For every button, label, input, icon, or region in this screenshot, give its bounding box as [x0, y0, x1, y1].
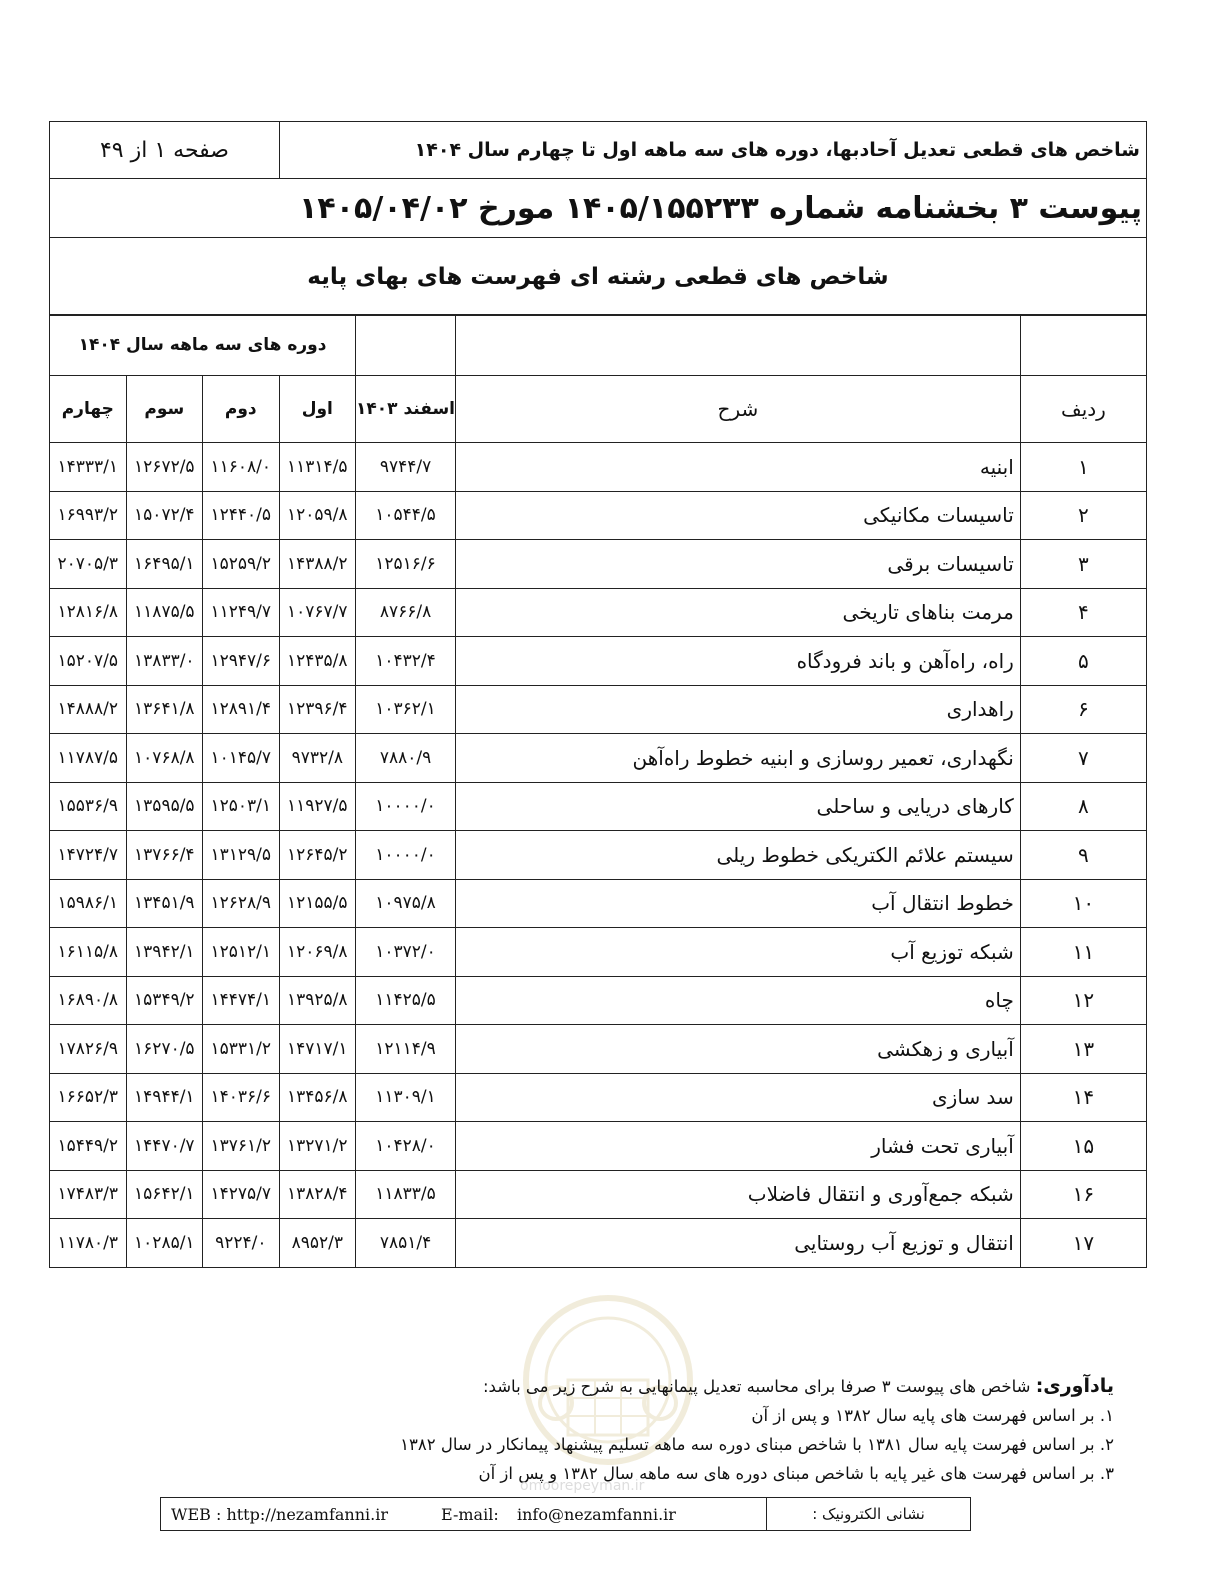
row-value-q4: ۱۴۸۸۸/۲ — [50, 685, 127, 734]
row-value-q3: ۱۳۴۵۱/۹ — [126, 879, 202, 928]
row-index: ۱۴ — [1020, 1073, 1146, 1122]
footer-label: نشانی الکترونیک : — [766, 1498, 970, 1530]
row-value-esfand: ۷۸۸۰/۹ — [356, 734, 456, 783]
col-desc-header: شرح — [456, 376, 1021, 443]
table-row — [50, 685, 1147, 734]
row-value-q4: ۱۵۵۳۶/۹ — [50, 782, 127, 831]
row-index: ۷ — [1020, 734, 1146, 783]
row-description: سد سازی — [456, 1073, 1021, 1122]
table-columns-row — [50, 376, 1147, 443]
row-index: ۳ — [1020, 540, 1146, 589]
row-index: ۱۱ — [1020, 928, 1146, 977]
row-index: ۱۷ — [1020, 1219, 1146, 1268]
row-value-q4: ۱۴۳۳۳/۱ — [50, 443, 127, 492]
row-value-q3: ۱۴۹۴۴/۱ — [126, 1073, 202, 1122]
row-index: ۸ — [1020, 782, 1146, 831]
quarters-group-header: دوره های سه ماهه سال ۱۴۰۴ — [50, 315, 356, 376]
row-value-esfand: ۱۰۴۳۲/۴ — [356, 637, 456, 686]
row-index: ۱۶ — [1020, 1170, 1146, 1219]
row-value-q2: ۱۵۳۳۱/۲ — [203, 1025, 279, 1074]
row-value-esfand: ۷۸۵۱/۴ — [356, 1219, 456, 1268]
row-value-q4: ۱۷۸۲۶/۹ — [50, 1025, 127, 1074]
row-value-esfand: ۱۰۹۷۵/۸ — [356, 879, 456, 928]
row-value-q4: ۱۵۹۸۶/۱ — [50, 879, 127, 928]
note-item-1: ۱. بر اساس فهرست های پایه سال ۱۳۸۲ و پس از آن — [751, 1406, 1114, 1425]
row-value-q2: ۱۱۶۰۸/۰ — [203, 443, 279, 492]
row-value-q3: ۱۲۶۷۲/۵ — [126, 443, 202, 492]
table-row — [50, 734, 1147, 783]
notes-section — [354, 1372, 1114, 1488]
table-row — [50, 928, 1147, 977]
row-value-esfand: ۱۰۴۲۸/۰ — [356, 1122, 456, 1171]
table-row — [50, 879, 1147, 928]
row-value-q3: ۱۳۶۴۱/۸ — [126, 685, 202, 734]
table-row — [50, 540, 1147, 589]
row-description: خطوط انتقال آب — [456, 879, 1021, 928]
row-index: ۴ — [1020, 588, 1146, 637]
footer-email-label: E-mail: — [441, 1504, 499, 1524]
row-value-q2: ۱۴۴۷۴/۱ — [203, 976, 279, 1025]
notes-intro-line — [354, 1372, 1114, 1401]
table-row — [50, 1073, 1147, 1122]
row-value-q1: ۱۱۹۲۷/۵ — [279, 782, 355, 831]
row-value-q3: ۱۰۲۸۵/۱ — [126, 1219, 202, 1268]
circular-reference: پیوست ۳ بخشنامه شماره ۱۴۰۵/۱۵۵۲۳۳ مورخ ۱۴۰۵/۰۴/۰۲ — [50, 179, 1147, 238]
row-description: انتقال و توزیع آب روستایی — [456, 1219, 1021, 1268]
table-row — [50, 491, 1147, 540]
row-description: راهداری — [456, 685, 1021, 734]
row-value-q1: ۱۲۰۵۹/۸ — [279, 491, 355, 540]
row-value-q2: ۱۳۱۲۹/۵ — [203, 831, 279, 880]
row-value-q3: ۱۳۷۶۶/۴ — [126, 831, 202, 880]
row-value-q2: ۱۲۴۴۰/۵ — [203, 491, 279, 540]
header-empty-idx — [1020, 315, 1146, 376]
col-q4-header: چهارم — [50, 376, 127, 443]
row-value-q1: ۱۲۳۹۶/۴ — [279, 685, 355, 734]
table-row — [50, 1170, 1147, 1219]
row-value-esfand: ۱۰۰۰۰/۰ — [356, 831, 456, 880]
row-value-q2: ۱۲۶۲۸/۹ — [203, 879, 279, 928]
row-value-esfand: ۱۲۵۱۶/۶ — [356, 540, 456, 589]
row-value-q2: ۱۵۲۵۹/۲ — [203, 540, 279, 589]
row-value-q1: ۱۳۲۷۱/۲ — [279, 1122, 355, 1171]
row-value-q3: ۱۳۸۳۳/۰ — [126, 637, 202, 686]
row-value-q4: ۱۱۷۸۷/۵ — [50, 734, 127, 783]
row-value-q3: ۱۱۸۷۵/۵ — [126, 588, 202, 637]
row-value-q3: ۱۴۴۷۰/۷ — [126, 1122, 202, 1171]
col-esfand-header: اسفند ۱۴۰۳ — [356, 376, 456, 443]
header-frame — [49, 121, 1147, 316]
note-item-3: ۳. بر اساس فهرست های غیر پایه با شاخص مبنای دوره های سه ماهه سال ۱۳۸۲ و پس از آن — [478, 1464, 1114, 1483]
table-row — [50, 1025, 1147, 1074]
table-subtitle: شاخص های قطعی رشته ای فهرست های بهای پایه — [50, 238, 1147, 316]
row-value-q1: ۸۹۵۲/۳ — [279, 1219, 355, 1268]
row-value-q1: ۱۲۶۴۵/۲ — [279, 831, 355, 880]
watermark-url: omoorepeyman.ir — [520, 1478, 645, 1494]
table-row — [50, 637, 1147, 686]
row-value-esfand: ۸۷۶۶/۸ — [356, 588, 456, 637]
row-index: ۱ — [1020, 443, 1146, 492]
row-value-q1: ۱۲۰۶۹/۸ — [279, 928, 355, 977]
row-value-esfand: ۱۰۵۴۴/۵ — [356, 491, 456, 540]
row-value-q3: ۱۶۲۷۰/۵ — [126, 1025, 202, 1074]
row-index: ۵ — [1020, 637, 1146, 686]
row-value-q2: ۱۲۵۰۳/۱ — [203, 782, 279, 831]
row-value-q1: ۱۴۳۸۸/۲ — [279, 540, 355, 589]
row-description: آبیاری تحت فشار — [456, 1122, 1021, 1171]
row-value-q3: ۱۶۴۹۵/۱ — [126, 540, 202, 589]
row-description: راه، راه‌آهن و باند فرودگاه — [456, 637, 1021, 686]
row-value-q2: ۱۳۷۶۱/۲ — [203, 1122, 279, 1171]
index-table — [49, 314, 1147, 1268]
row-value-esfand: ۱۱۴۲۵/۵ — [356, 976, 456, 1025]
row-value-q1: ۱۴۷۱۷/۱ — [279, 1025, 355, 1074]
row-value-q1: ۱۲۱۵۵/۵ — [279, 879, 355, 928]
row-description: شبکه جمع‌آوری و انتقال فاضلاب — [456, 1170, 1021, 1219]
row-value-esfand: ۱۲۱۱۴/۹ — [356, 1025, 456, 1074]
table-row — [50, 588, 1147, 637]
row-description: مرمت بناهای تاریخی — [456, 588, 1021, 637]
row-description: تاسیسات مکانیکی — [456, 491, 1021, 540]
note-item-2: ۲. بر اساس فهرست پایه سال ۱۳۸۱ با شاخص مبنای دوره سه ماهه تسلیم پیشنهاد پیمانکار در سال ۱۳۸۲ — [400, 1435, 1114, 1454]
row-value-q4: ۱۵۲۰۷/۵ — [50, 637, 127, 686]
row-value-q4: ۲۰۷۰۵/۳ — [50, 540, 127, 589]
notes-lead: یادآوری: — [1035, 1375, 1114, 1397]
footer-contact-box — [160, 1497, 971, 1531]
table-row — [50, 1219, 1147, 1268]
table-header-row — [50, 315, 1147, 376]
document-title: شاخص های قطعی تعدیل آحادبها، دوره های سه ماهه اول تا چهارم سال ۱۴۰۴ — [280, 122, 1147, 179]
row-value-q4: ۱۶۸۹۰/۸ — [50, 976, 127, 1025]
row-index: ۲ — [1020, 491, 1146, 540]
row-value-q4: ۱۵۴۴۹/۲ — [50, 1122, 127, 1171]
row-value-q1: ۱۳۸۲۸/۴ — [279, 1170, 355, 1219]
row-value-q2: ۱۰۱۴۵/۷ — [203, 734, 279, 783]
row-index: ۱۰ — [1020, 879, 1146, 928]
row-description: ابنیه — [456, 443, 1021, 492]
row-value-q3: ۱۰۷۶۸/۸ — [126, 734, 202, 783]
row-value-q4: ۱۷۴۸۳/۳ — [50, 1170, 127, 1219]
row-value-q1: ۱۲۴۳۵/۸ — [279, 637, 355, 686]
row-description: تاسیسات برقی — [456, 540, 1021, 589]
row-value-q3: ۱۵۶۴۲/۱ — [126, 1170, 202, 1219]
row-value-q4: ۱۶۱۱۵/۸ — [50, 928, 127, 977]
notes-list — [354, 1401, 1114, 1488]
col-idx-header: ردیف — [1020, 376, 1146, 443]
col-q3-header: سوم — [126, 376, 202, 443]
notes-intro: شاخص های پیوست ۳ صرفا برای محاسبه تعدیل پیمانهایی به شرح زیر می باشد: — [483, 1377, 1031, 1396]
row-value-q1: ۹۷۳۲/۸ — [279, 734, 355, 783]
row-index: ۹ — [1020, 831, 1146, 880]
row-index: ۱۲ — [1020, 976, 1146, 1025]
row-value-q2: ۱۲۹۴۷/۶ — [203, 637, 279, 686]
row-value-q4: ۱۶۹۹۳/۲ — [50, 491, 127, 540]
row-description: نگهداری، تعمیر روسازی و ابنیه خطوط راه‌آهن — [456, 734, 1021, 783]
table-row — [50, 443, 1147, 492]
row-value-q3: ۱۳۵۹۵/۵ — [126, 782, 202, 831]
row-description: آبیاری و زهکشی — [456, 1025, 1021, 1074]
col-q2-header: دوم — [203, 376, 279, 443]
row-value-q2: ۱۴۲۷۵/۷ — [203, 1170, 279, 1219]
footer-web-link[interactable]: WEB : http://nezamfanni.ir — [171, 1504, 388, 1524]
row-value-q2: ۱۴۰۳۶/۶ — [203, 1073, 279, 1122]
row-value-q3: ۱۳۹۴۲/۱ — [126, 928, 202, 977]
row-value-q2: ۱۲۵۱۲/۱ — [203, 928, 279, 977]
row-value-q2: ۹۲۲۴/۰ — [203, 1219, 279, 1268]
row-value-q1: ۱۳۴۵۶/۸ — [279, 1073, 355, 1122]
row-value-esfand: ۱۰۳۶۲/۱ — [356, 685, 456, 734]
row-description: شبکه توزیع آب — [456, 928, 1021, 977]
page-indicator: صفحه ۱ از ۴۹ — [50, 122, 280, 179]
table-row — [50, 831, 1147, 880]
table-row — [50, 976, 1147, 1025]
row-description: کارهای دریایی و ساحلی — [456, 782, 1021, 831]
row-description: سیستم علائم الکتریکی خطوط ریلی — [456, 831, 1021, 880]
row-value-esfand: ۱۱۸۳۳/۵ — [356, 1170, 456, 1219]
row-value-q1: ۱۰۷۶۷/۷ — [279, 588, 355, 637]
row-value-esfand: ۹۷۴۴/۷ — [356, 443, 456, 492]
footer-email-link[interactable]: info@nezamfanni.ir — [517, 1504, 676, 1524]
row-value-q4: ۱۲۸۱۶/۸ — [50, 588, 127, 637]
row-value-q4: ۱۴۷۲۴/۷ — [50, 831, 127, 880]
row-value-esfand: ۱۰۰۰۰/۰ — [356, 782, 456, 831]
col-q1-header: اول — [279, 376, 355, 443]
row-value-q4: ۱۱۷۸۰/۳ — [50, 1219, 127, 1268]
header-empty-esfand — [356, 315, 456, 376]
row-value-q4: ۱۶۶۵۲/۳ — [50, 1073, 127, 1122]
row-value-q3: ۱۵۳۴۹/۲ — [126, 976, 202, 1025]
row-value-q2: ۱۱۲۴۹/۷ — [203, 588, 279, 637]
row-value-q2: ۱۲۸۹۱/۴ — [203, 685, 279, 734]
table-row — [50, 782, 1147, 831]
row-description: چاه — [456, 976, 1021, 1025]
row-index: ۱۵ — [1020, 1122, 1146, 1171]
row-index: ۶ — [1020, 685, 1146, 734]
row-index: ۱۳ — [1020, 1025, 1146, 1074]
row-value-esfand: ۱۰۳۷۲/۰ — [356, 928, 456, 977]
table-row — [50, 1122, 1147, 1171]
row-value-q1: ۱۱۳۱۴/۵ — [279, 443, 355, 492]
row-value-esfand: ۱۱۳۰۹/۱ — [356, 1073, 456, 1122]
row-value-q1: ۱۳۹۲۵/۸ — [279, 976, 355, 1025]
row-value-q3: ۱۵۰۷۲/۴ — [126, 491, 202, 540]
header-empty-desc — [456, 315, 1021, 376]
